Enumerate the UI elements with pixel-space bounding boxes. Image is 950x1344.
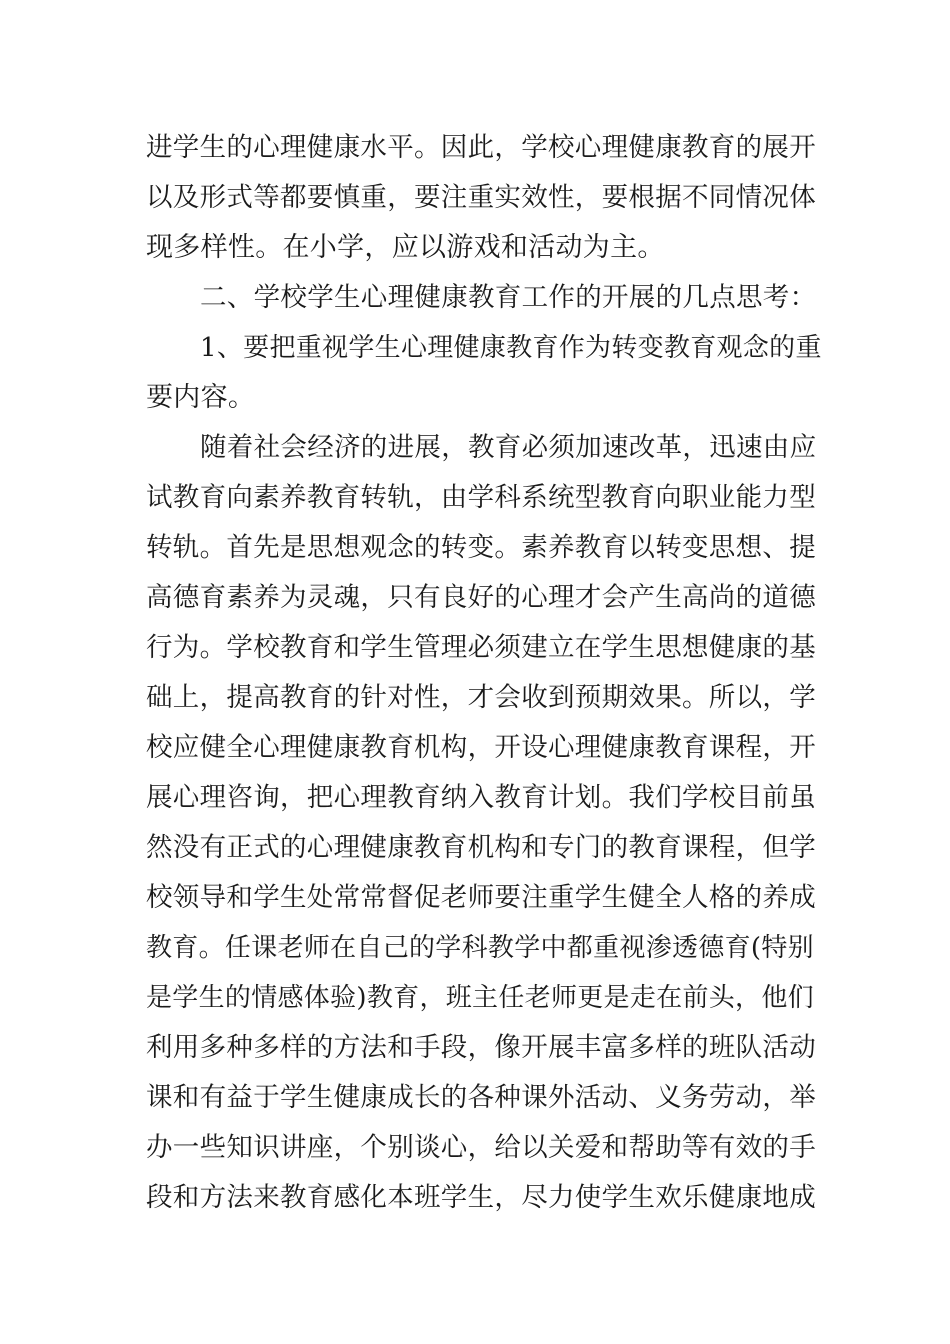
text-line: 利用多种多样的方法和手段，像开展丰富多样的班队活动 [146,1032,816,1063]
text-line: 段和方法来教育感化本班学生，尽力使学生欢乐健康地成 [146,1182,816,1213]
text-line: 试教育向素养教育转轨，由学科系统型教育向职业能力型 [146,482,816,513]
text-line: 校领导和学生处常常督促老师要注重学生健全人格的养成 [146,882,816,913]
text-line: 然没有正式的心理健康教育机构和专门的教育课程，但学 [146,832,816,863]
section-heading: 二、学校学生心理健康教育工作的开展的几点思考： [200,282,817,313]
text-line: 校应健全心理健康教育机构，开设心理健康教育课程，开 [146,732,816,763]
text-line: 进学生的心理健康水平。因此，学校心理健康教育的展开 [146,132,816,163]
subsection-heading: 1、要把重视学生心理健康教育作为转变教育观念的重 [200,333,822,363]
text-line: 础上，提高教育的针对性，才会收到预期效果。所以，学 [146,682,816,713]
text-line: 是学生的情感体验)教育，班主任老师更是走在前头，他们 [146,983,814,1013]
text-line: 转轨。首先是思想观念的转变。素养教育以转变思想、提 [146,532,816,563]
text-line: 行为。学校教育和学生管理必须建立在学生思想健康的基 [146,632,816,663]
text-line: 要内容。 [146,382,256,413]
paragraph-start: 随着社会经济的进展，教育必须加速改革，迅速由应 [200,432,817,463]
text-line: 教育。任课老师在自己的学科教学中都重视渗透德育(特别 [146,933,814,963]
text-line: 现多样性。在小学，应以游戏和活动为主。 [146,232,665,263]
text-line: 展心理咨询，把心理教育纳入教育计划。我们学校目前虽 [146,782,816,813]
text-line: 高德育素养为灵魂，只有良好的心理才会产生高尚的道德 [146,582,816,613]
text-line: 课和有益于学生健康成长的各种课外活动、义务劳动，举 [146,1082,816,1113]
text-line: 以及形式等都要慎重，要注重实效性，要根据不同情况体 [146,182,816,213]
text-line: 办一些知识讲座，个别谈心，给以关爱和帮助等有效的手 [146,1132,816,1163]
